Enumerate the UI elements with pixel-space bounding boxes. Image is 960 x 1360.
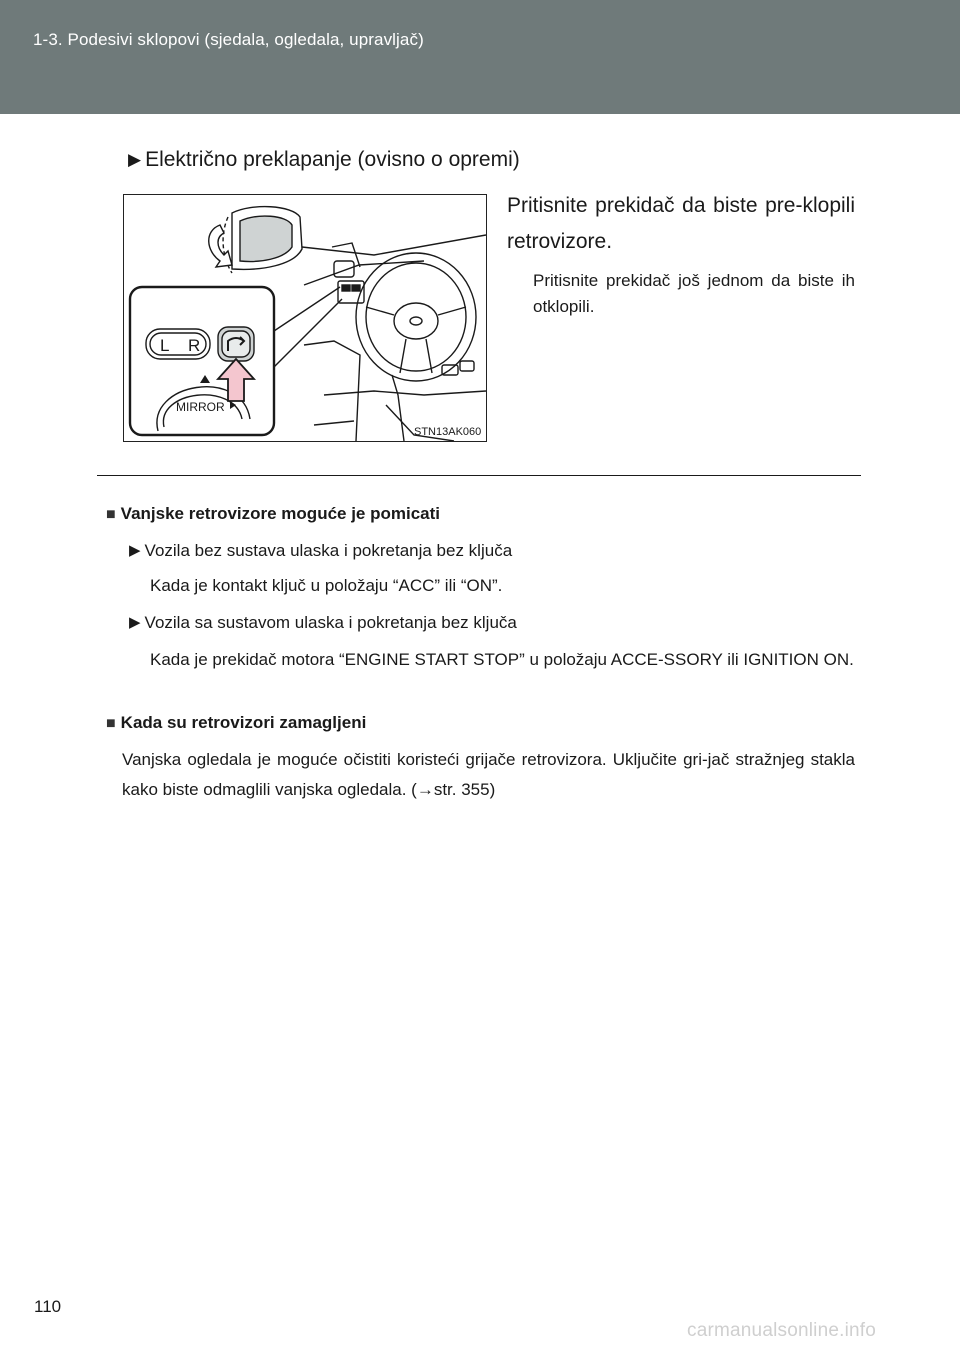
page-header xyxy=(0,0,960,114)
note-item-label xyxy=(129,541,512,561)
side-mirror-glass xyxy=(240,216,292,261)
label-l: L xyxy=(160,336,170,355)
bullet-triangle-icon: ▶ xyxy=(129,614,141,631)
note-item-text: Kada je kontakt ključ u položaju “ACC” ili “ON”. xyxy=(150,576,503,595)
note-paragraph: Vanjska ogledala je moguće očistiti koristeći grijače retrovizora. Uključite gri-jač stražnjeg stakla kako biste odmaglili vanjska ogledala. (→str. 355) xyxy=(122,750,855,799)
label-mirror: MIRROR xyxy=(176,400,225,414)
bullet-triangle-icon: ▶ xyxy=(129,542,141,559)
watermark: carmanualsonline.info xyxy=(687,1320,877,1341)
square-bullet-icon: ■ xyxy=(106,715,116,732)
figure-code: STN13AK060 xyxy=(414,426,482,438)
fold-arrow-icon xyxy=(209,225,232,267)
instruction-subtext: Pritisnite prekidač još jednom da biste ih otklopili. xyxy=(533,271,855,316)
note-heading-fog xyxy=(106,713,366,733)
label-r: R xyxy=(188,336,201,355)
note-heading-adjust xyxy=(106,504,440,524)
section-title xyxy=(128,148,520,172)
note-item-text: Kada je prekidač motora “ENGINE START STOP” u položaju ACCE-SSORY ili IGNITION ON. xyxy=(150,650,854,669)
mirror-switch-illustration xyxy=(123,194,487,442)
section-divider xyxy=(97,475,861,476)
section-title-text: Električno preklapanje (ovisno o opremi) xyxy=(145,148,520,171)
page-number: 110 xyxy=(34,1297,62,1316)
square-bullet-icon: ■ xyxy=(106,506,116,523)
chapter-title: 1-3. Podesivi sklopovi (sjedala, ogledala, upravljač) xyxy=(33,30,424,49)
instruction-text: Pritisnite prekidač da biste pre-klopili retrovizore. xyxy=(507,194,855,253)
note-item-label-text: Vozila sa sustavom ulaska i pokretanja bez ključa xyxy=(144,613,517,632)
note-item-label xyxy=(129,613,517,633)
note-item-label-text: Vozila bez sustava ulaska i pokretanja bez ključa xyxy=(144,541,513,560)
note-heading-text: Kada su retrovizori zamagljeni xyxy=(120,713,367,732)
bullet-triangle-icon: ▶ xyxy=(128,150,142,169)
note-heading-text: Vanjske retrovizore moguće je pomicati xyxy=(120,504,441,523)
